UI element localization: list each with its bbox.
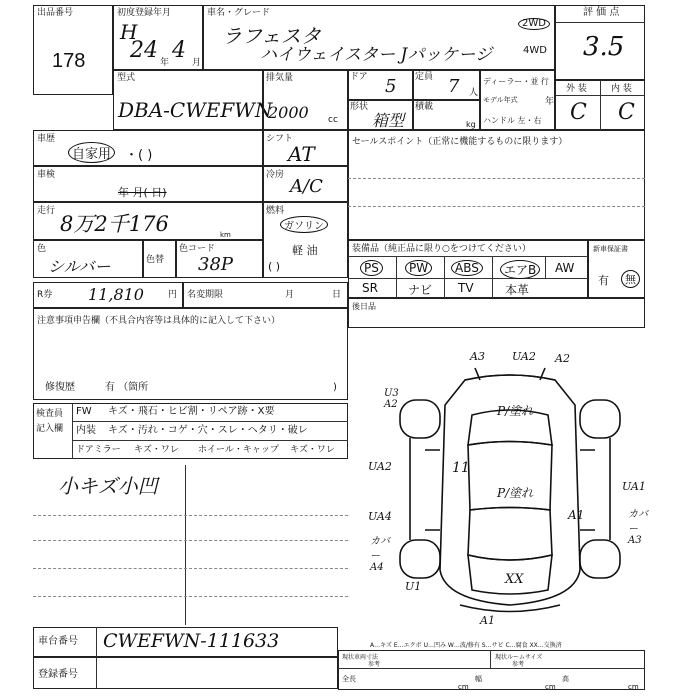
doors: 5 <box>385 76 397 97</box>
registration-cell <box>33 657 338 689</box>
drive-2wd: 2WD <box>518 18 550 30</box>
mark-roof: P/塗れ <box>497 486 534 500</box>
recycle-value: 11,810 <box>88 285 144 304</box>
footer-f5: 全長 <box>342 675 356 683</box>
color-label: 色 <box>37 244 47 254</box>
first-reg-year: 24 <box>130 38 158 63</box>
footer-cm-1: cm <box>458 683 469 691</box>
yen-unit: 円 <box>168 290 178 300</box>
equip-ps: PS <box>360 260 383 276</box>
model-code-label: 型式 <box>117 73 136 83</box>
repair-close: ) <box>333 382 337 393</box>
history-value: 自家用 <box>68 142 115 163</box>
model-name: ラフェスタ <box>222 24 321 48</box>
first-reg-label: 初度登録年月 <box>117 8 172 18</box>
repair-label: 修復歴 <box>45 382 75 393</box>
grade-name: ハイウェイスター Jパッケージ <box>260 45 493 65</box>
interior-grade: C <box>618 100 635 125</box>
capacity-label: 定員 <box>415 72 434 82</box>
mileage-value: 8万2千176 <box>60 212 169 236</box>
warranty-yes: 有 <box>598 274 609 287</box>
footer-cm-2: cm <box>545 683 556 691</box>
first-reg-era: H <box>120 20 138 44</box>
equip-airbag: エアB <box>500 260 540 279</box>
after-item-cell <box>348 298 645 328</box>
inspector-wheel: ホイール・キャップ <box>198 445 279 455</box>
footer-f6: 幅 <box>475 675 482 683</box>
kg-unit: kg <box>466 120 476 129</box>
mark-ua1-right: UA1 <box>622 480 646 493</box>
month-unit: 月 <box>192 58 202 68</box>
cc-unit: cc <box>328 115 338 125</box>
model-year-label: モデル年式 <box>483 96 518 104</box>
lot-label: 出品番号 <box>37 8 74 18</box>
model-grade-label: 車名・グレード <box>207 8 271 18</box>
mark-11: 11 <box>452 460 470 476</box>
mark-ua2-left: UA2 <box>368 460 392 473</box>
handle-label: ハンドル 左・右 <box>483 116 542 125</box>
equip-tv: TV <box>458 281 474 295</box>
inspector-wheel-items: キズ・ワレ <box>290 445 335 455</box>
color-change-label: 色替 <box>146 255 165 265</box>
footer-f3: 現状ルームサイズ <box>495 654 543 661</box>
body-label: 形状 <box>350 102 369 112</box>
repair-value: 有 （箇所 <box>105 382 149 393</box>
mark-ua2-top: UA2 <box>512 350 536 363</box>
chassis-value: CWEFWN-111633 <box>103 630 280 652</box>
equip-aw: AW <box>555 261 575 275</box>
color-value: シルバー <box>48 257 111 276</box>
mark-a1-bottom: A1 <box>480 614 495 627</box>
dealer-label: ディーラー・並 行 <box>483 77 549 86</box>
footer-f2: 参考 <box>368 661 381 668</box>
mark-a3-top: A3 <box>470 350 485 363</box>
score-value: 3.5 <box>583 32 625 62</box>
notes-title: 注意事項申告欄（不具合内容等は具体的に記入して下さい） <box>37 316 281 326</box>
person-unit: 人 <box>469 88 479 98</box>
inspector-fw: FW <box>76 406 92 417</box>
color-code-label: 色コード <box>179 244 216 254</box>
equip-abs: ABS <box>451 260 483 276</box>
warranty-label: 新車保証書 <box>593 245 628 253</box>
mark-ua4-left: UA4 <box>368 510 392 523</box>
inspection-fields: 年 月( 日) <box>118 186 167 199</box>
footer-cm-3: cm <box>628 683 639 691</box>
load-label: 積載 <box>415 102 434 112</box>
displacement: 2000 <box>268 103 309 122</box>
mark-u3a2: U3 A2 <box>384 388 399 410</box>
mileage-label: 走行 <box>37 206 56 216</box>
shift-label: シフト <box>266 134 294 144</box>
inspector-mirror: ドアミラー <box>76 445 121 455</box>
mark-cover-left: カバー A4 <box>370 536 390 573</box>
dimensions-cell <box>338 650 645 690</box>
chassis-label: 車台番号 <box>38 636 78 647</box>
shift-value: AT <box>288 142 315 166</box>
equip-pw: PW <box>405 260 432 276</box>
deadline-label: 名変期限 <box>187 290 224 300</box>
mark-xx-rear: XX <box>505 572 524 587</box>
mark-a2-top: A2 <box>555 352 570 365</box>
score-label: 評 価 点 <box>583 7 620 18</box>
mark-u1-left: U1 <box>405 580 422 593</box>
fuel-diesel: 軽 油 <box>292 244 318 257</box>
after-label: 後日品 <box>352 302 376 311</box>
deadline-month: 月 <box>285 290 295 300</box>
model-code: DBA-CWEFWN <box>118 98 273 122</box>
registration-label: 登録番号 <box>38 669 78 680</box>
capacity: 7 <box>448 76 460 97</box>
km-unit: km <box>220 231 231 239</box>
damage-legend: A…キズ E…エクボ U…凹み W…波/修有 S…サビ C…腐食 XX…交換済 <box>370 642 562 649</box>
fuel-label: 燃料 <box>266 206 285 216</box>
inspector-interior-items: キズ・汚れ・コゲ・穴・スレ・ヘタリ・破レ <box>108 425 308 436</box>
inspector-label-1: 検査員 <box>36 409 64 419</box>
drive-4wd: 4WD <box>523 45 547 56</box>
lot-number: 178 <box>52 50 86 72</box>
year-unit: 年 <box>160 58 170 68</box>
inspector-label-2: 記入欄 <box>36 424 64 434</box>
fuel-paren: ( ) <box>268 260 281 273</box>
handwritten-note: 小キズ小凹 <box>58 474 158 498</box>
first-reg-month: 4 <box>172 38 186 63</box>
mark-hood: P/塗れ <box>497 404 534 418</box>
footer-f7: 高 <box>562 675 569 683</box>
equip-navi: ナビ <box>408 283 433 297</box>
doors-label: ドア <box>350 72 368 82</box>
model-year-unit: 年 <box>545 97 555 107</box>
deadline-day: 日 <box>332 290 342 300</box>
fuel-gasoline: ガソリン <box>280 216 328 233</box>
body-shape: 箱型 <box>372 111 405 130</box>
history-label: 車歴 <box>37 134 56 144</box>
displacement-label: 排気量 <box>266 73 294 83</box>
inspection-label: 車検 <box>37 170 56 180</box>
sales-point-title: セールスポイント（正常に機能するものに限ります） <box>352 137 568 147</box>
equip-leather: 本革 <box>505 283 530 297</box>
equipment-title: 装備品（純正品に限り○をつけてください） <box>352 244 531 254</box>
mark-a1-right: A1 <box>568 508 585 522</box>
history-paren: ・( ) <box>125 148 153 163</box>
exterior-grade: C <box>570 100 587 125</box>
inspector-interior: 内装 <box>76 425 96 436</box>
mark-cover-right: カバー A3 <box>628 509 648 546</box>
exterior-label: 外 装 <box>566 84 587 94</box>
inspector-mirror-items: キズ・ワレ <box>134 445 179 455</box>
recycle-label: R券 <box>37 290 53 300</box>
inspector-fw-items: キズ・飛石・ヒビ割・リペア跡・X要 <box>108 406 275 417</box>
warranty-no: 無 <box>621 270 640 288</box>
interior-label: 内 装 <box>611 84 632 94</box>
aircon-value: A/C <box>290 176 323 197</box>
color-code: 38P <box>198 254 234 275</box>
aircon-label: 冷房 <box>266 170 285 180</box>
equip-sr: SR <box>362 281 378 295</box>
footer-f4: 参考 <box>512 661 525 668</box>
footer-f1: 現状車両寸法 <box>342 654 379 661</box>
